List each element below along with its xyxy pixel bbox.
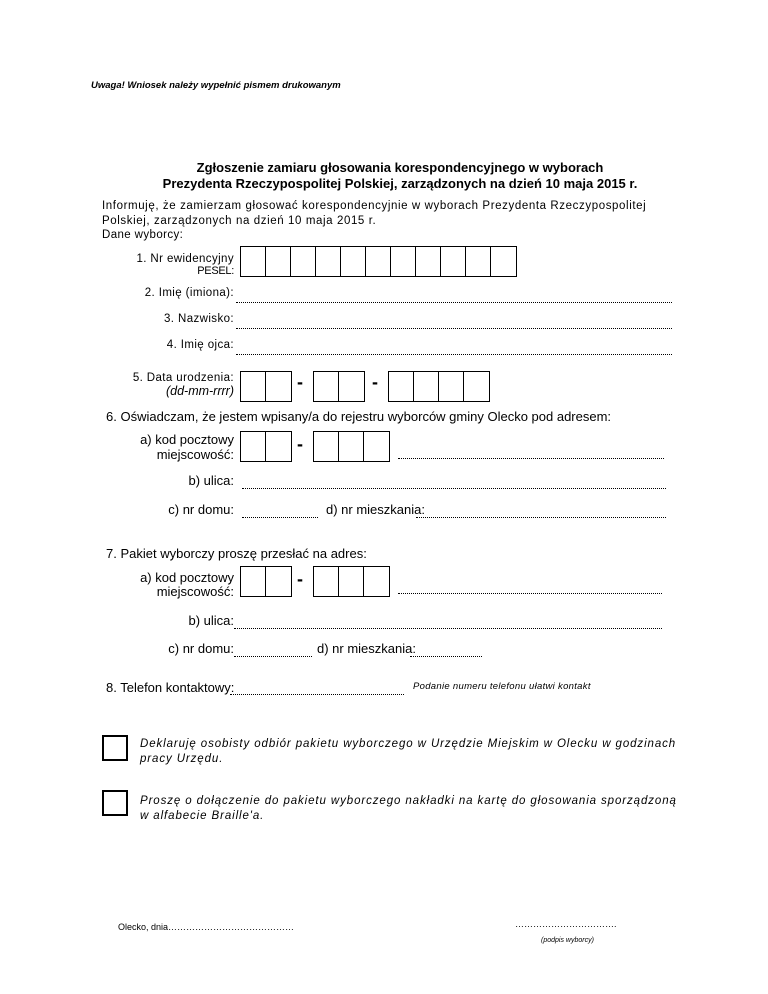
postal-digit[interactable] [241, 432, 266, 461]
s6-postal-label-2: miejscowość: [156, 447, 234, 462]
s6-house-field[interactable] [242, 516, 318, 518]
pesel-digit[interactable] [366, 247, 391, 276]
s6-flat-label: d) nr mieszkania: [326, 502, 425, 517]
date-separator: - [372, 372, 378, 392]
postal-digit[interactable] [266, 432, 291, 461]
pesel-digit[interactable] [466, 247, 491, 276]
surname-field[interactable] [236, 327, 672, 329]
date-separator: - [297, 372, 303, 392]
birth-date-format: (dd-mm-rrrr) [165, 384, 234, 398]
form-title-line-1: Zgłoszenie zamiaru głosowania korespondencyjnego w wyborach [196, 160, 604, 175]
postal-separator: - [297, 434, 303, 454]
surname-label: 3. Nazwisko: [164, 313, 234, 325]
date-digit[interactable] [314, 372, 339, 401]
pesel-digit[interactable] [341, 247, 366, 276]
pesel-label-line-1: 1. Nr ewidencyjny [136, 253, 234, 265]
section-6-title: 6. Oświadczam, że jestem wpisany/a do rejestru wyborców gminy Olecko pod adresem: [106, 409, 612, 424]
s7-city-field[interactable] [398, 592, 662, 594]
date-digit[interactable] [389, 372, 414, 401]
date-digit[interactable] [241, 372, 266, 401]
personal-pickup-declaration: Deklaruję osobisty odbiór pakietu wyborczego w Urzędzie Miejskim w Olecku w godzinach pracy Urzędu. [140, 738, 677, 765]
date-digit[interactable] [266, 372, 291, 401]
voter-data-heading: Dane wyborcy: [102, 229, 184, 241]
phone-field[interactable] [230, 693, 404, 695]
s7-flat-label: d) nr mieszkania: [317, 641, 416, 656]
first-name-label: 2. Imię (imiona): [144, 287, 234, 299]
pesel-input[interactable] [240, 246, 517, 277]
first-name-field[interactable] [236, 301, 672, 303]
s7-street-field[interactable] [234, 627, 662, 629]
s7-flat-field[interactable] [410, 655, 482, 657]
date-digit[interactable] [414, 372, 439, 401]
pesel-digit[interactable] [491, 247, 516, 276]
section-7-title: 7. Pakiet wyborczy proszę przesłać na adres: [106, 546, 367, 561]
birth-month-input[interactable] [313, 371, 365, 402]
s6-flat-field[interactable] [416, 516, 666, 518]
father-name-label: 4. Imię ojca: [166, 339, 234, 351]
intro-statement: Informuję, że zamierzam głosować korespondencyjnie w wyborach Prezydenta Rzeczypospolitej Polskiej, zarządzonych na dzień 10 maja 2015 r. [102, 200, 647, 227]
postal-digit[interactable] [241, 567, 266, 596]
place-and-date: Olecko, dnia…………………………………… [118, 922, 295, 932]
s6-street-field[interactable] [242, 487, 666, 489]
fill-instruction: Uwaga! Wniosek należy wypełnić pismem drukowanym [91, 80, 341, 91]
pesel-digit[interactable] [291, 247, 316, 276]
postal-digit[interactable] [364, 432, 389, 461]
s6-postal-code-part-2[interactable] [313, 431, 390, 462]
pesel-digit[interactable] [266, 247, 291, 276]
postal-digit[interactable] [314, 567, 339, 596]
date-digit[interactable] [439, 372, 464, 401]
father-name-field[interactable] [236, 353, 672, 355]
braille-overlay-declaration: Proszę o dołączenie do pakietu wyborczego nakładki na kartę do głosowania sporządzoną w alfabecie Braille'a. [140, 795, 677, 822]
birth-year-input[interactable] [388, 371, 490, 402]
postal-digit[interactable] [314, 432, 339, 461]
postal-digit[interactable] [339, 432, 364, 461]
form-title-line-2: Prezydenta Rzeczypospolitej Polskiej, zarządzonych na dzień 10 maja 2015 r. [162, 176, 638, 191]
birth-day-input[interactable] [240, 371, 292, 402]
pesel-digit[interactable] [441, 247, 466, 276]
phone-label: 8. Telefon kontaktowy: [106, 680, 235, 695]
s6-street-label: b) ulica: [188, 473, 234, 488]
s7-postal-label-2: miejscowość: [156, 584, 234, 599]
braille-overlay-checkbox[interactable] [102, 790, 128, 816]
pesel-digit[interactable] [391, 247, 416, 276]
s6-city-field[interactable] [398, 457, 664, 459]
s7-postal-code-part-2[interactable] [313, 566, 390, 597]
pesel-digit[interactable] [416, 247, 441, 276]
postal-digit[interactable] [364, 567, 389, 596]
personal-pickup-checkbox[interactable] [102, 735, 128, 761]
s7-house-label: c) nr domu: [168, 641, 234, 656]
signature-line: ……………………………. [515, 919, 617, 929]
pesel-digit[interactable] [316, 247, 341, 276]
postal-digit[interactable] [339, 567, 364, 596]
s6-house-label: c) nr domu: [168, 502, 234, 517]
signature-label: (podpis wyborcy) [541, 937, 594, 944]
birth-date-label: 5. Data urodzenia: [132, 372, 234, 384]
date-digit[interactable] [339, 372, 364, 401]
s7-house-field[interactable] [234, 655, 312, 657]
phone-note: Podanie numeru telefonu ułatwi kontakt [413, 681, 591, 692]
postal-digit[interactable] [266, 567, 291, 596]
postal-separator: - [297, 569, 303, 589]
s6-postal-code-part-1[interactable] [240, 431, 292, 462]
date-digit[interactable] [464, 372, 489, 401]
s7-street-label: b) ulica: [188, 613, 234, 628]
s7-postal-code-part-1[interactable] [240, 566, 292, 597]
s6-postal-label-1: a) kod pocztowy [140, 432, 234, 447]
pesel-label-line-2: PESEL: [197, 265, 234, 277]
s7-postal-label-1: a) kod pocztowy [140, 570, 234, 585]
pesel-digit[interactable] [241, 247, 266, 276]
